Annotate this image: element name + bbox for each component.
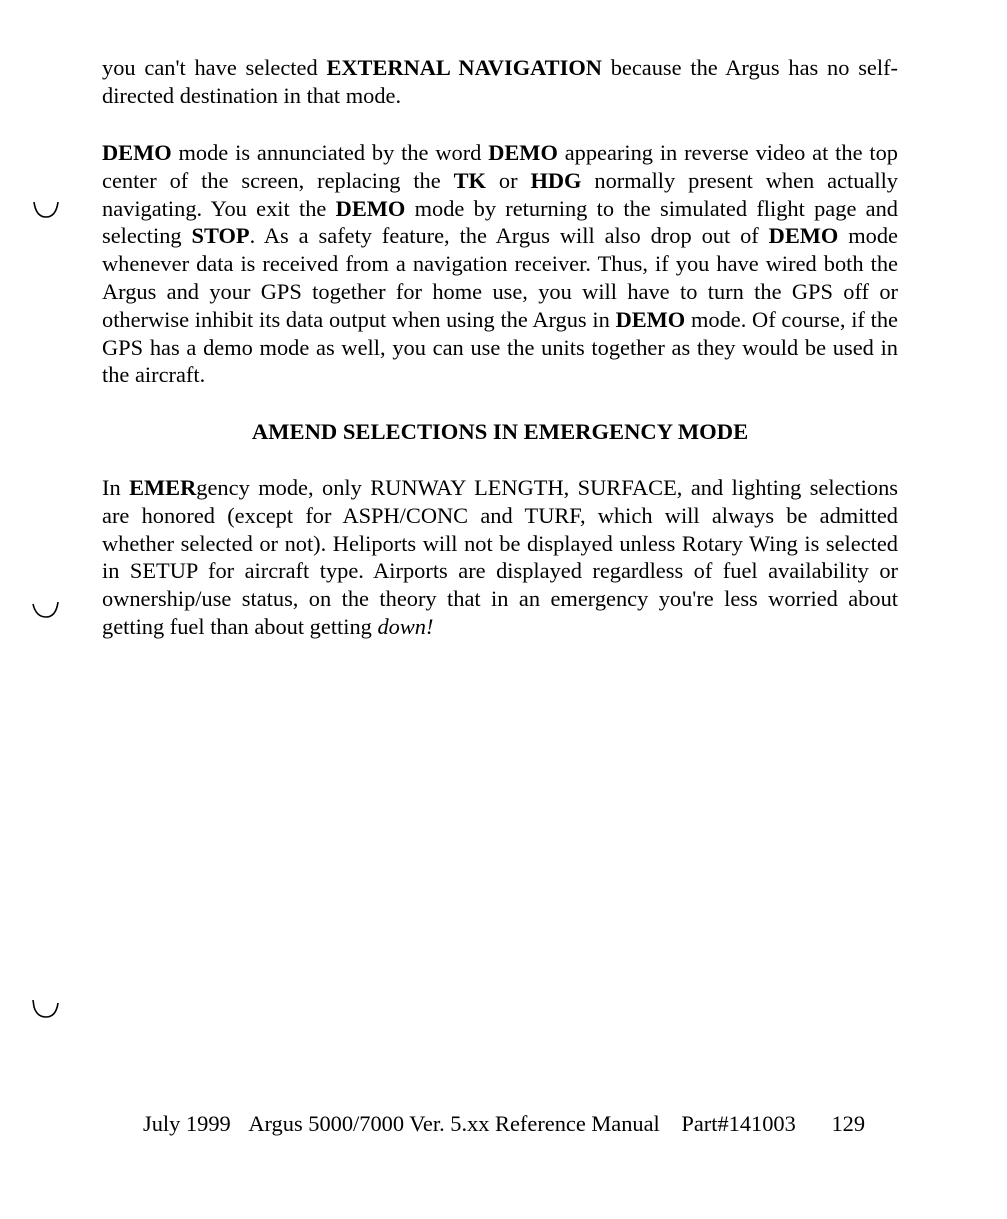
paragraph-external-navigation: you can't have selected EXTERNAL NAVIGATION because the Argus has no self-directed destination in that mode.: [102, 55, 898, 108]
paragraph-demo-mode: DEMO mode is annunciated by the word DEMO appearing in reverse video at the top center of the screen, replacing the TK or HDG normally present when actually navigating. You exit the DEMO mode by returning to the simulated flight page and selecting STOP. As a safety feature, the Argus will also drop out of DEMO mode whenever data is received from a navigation receiver. Thus, if you have wired both the Argus and your GPS together for home use, you will have to turn the GPS off or otherwise inhibit its data output when using the Argus in DEMO mode. Of course, if the GPS has a demo mode as well, you can use the units together as they would be used in the aircraft.: [102, 140, 898, 388]
bold-term: EXTERNAL NAVIGATION: [326, 55, 602, 80]
bold-term: DEMO: [335, 195, 406, 221]
paragraph-emergency-mode: In EMERgency mode, only RUNWAY LENGTH, SURFACE, and lighting selections are honored (except for ASPH/CONC and TURF, which will always be admitted whether selected or not). Heliports will not be displayed unless Rotary Wing is selected in SETUP for aircraft type. Airports are displayed regardless of fuel availability or ownership/use status, on the theory that in an emergency you're less worried about getting fuel than about getting down!: [102, 475, 899, 639]
page-footer: [143, 1110, 903, 1138]
bold-term: STOP: [191, 223, 250, 249]
bold-term: DEMO: [615, 306, 686, 332]
binder-hole-icon: [25, 995, 65, 1021]
italic-term: down!: [377, 613, 434, 639]
bold-term: DEMO: [488, 140, 558, 165]
page-number: 129: [831, 1111, 866, 1136]
footer-part-number: Part#141003: [681, 1111, 796, 1136]
bold-term: TK: [453, 167, 486, 193]
binder-hole-icon: [25, 594, 65, 620]
bold-term: DEMO: [768, 223, 839, 249]
binder-hole-icon: [25, 196, 65, 222]
bold-term: HDG: [530, 167, 582, 193]
footer-manual-title: Argus 5000/7000 Ver. 5.xx Reference Manual: [248, 1111, 660, 1136]
section-heading: AMEND SELECTIONS IN EMERGENCY MODE: [251, 419, 749, 444]
bold-term: DEMO: [102, 140, 172, 165]
footer-date: July 1999: [143, 1111, 231, 1136]
bold-term: EMER: [129, 475, 197, 500]
